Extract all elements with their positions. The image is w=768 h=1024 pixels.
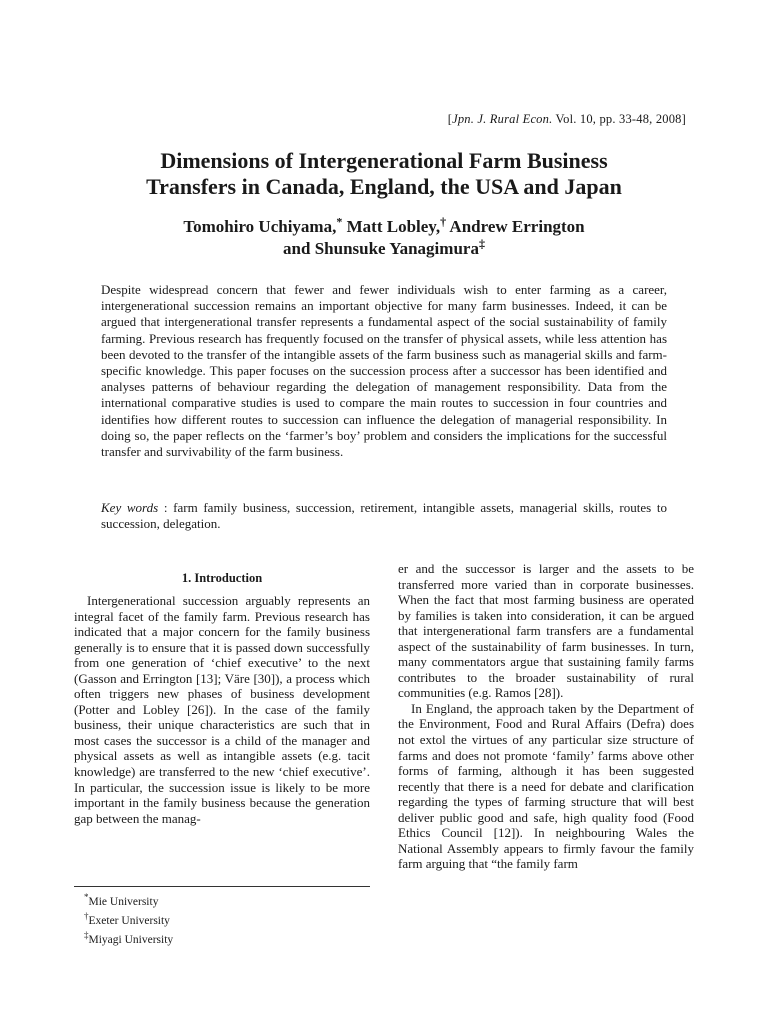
section-heading-introduction: 1. Introduction: [181, 571, 263, 585]
footnote-mark: ‡: [84, 929, 89, 940]
journal-citation: [448, 112, 686, 127]
footnote-mark: *: [84, 892, 89, 902]
author-list: [0, 216, 768, 260]
authors-line-1: [0, 216, 768, 238]
footnote-divider: [74, 886, 370, 887]
abstract-text: Despite widespread concern that fewer and fewer individuals wish to enter farming as a career, intergenerational succession remains an important objective for many farm businesses. Indeed, it can be argued that intergenerational transfer represents a fundamental aspect of the social sustainability of family farming. Previous research has frequently focused on the transfer of physical assets, while less attention has been devoted to the transfer of the intangible assets of the farm business such as managerial skills and farm-specific knowledge. This paper focuses on the succession process after a successor has been identified and analyses patterns of behaviour regarding the delegation of management responsibility. Data from the international comparative studies is used to compare the main routes to succession in four countries and identifies how different routes to succession can influence the delegation of managerial responsibility. In doing so, the paper reflects on the ‘farmer’s boy’ problem and considers the implications for the successful transfer and survivability of the farm business.: [101, 282, 667, 460]
author-uchiyama: Tomohiro Uchiyama,: [183, 217, 337, 236]
keywords-separator: :: [158, 500, 174, 515]
abstract: [101, 282, 667, 460]
title-line-2: Transfers in Canada, England, the USA and Japan: [146, 174, 622, 199]
keywords-text: farm family business, succession, retirement, intangible assets, managerial skills, routes to succession, delegation.: [101, 500, 667, 532]
paragraph: er and the successor is larger and the assets to be transferred more varied than in corporate businesses. When the fact that most farming business are operated by families is taken into consideration, it can be argued that intergenerational farm transfers are a fundamental aspect of the sustainability of farm businesses. In turn, many commentators argue that sustaining family farms contributes to the broader sustainability of rural communities (e.g. Ramos [28]).: [398, 561, 694, 701]
paragraph: Intergenerational succession arguably represents an integral facet of the family farm. Previous research has indicated that a major concern for the family business generally is to ensure that it is passed down successfully from one generation of ‘chief executive’ to the next (Gasson and Errington [13]; Väre [30]), a process which often triggers new phases of business development (Potter and Lobley [26]). In the case of the family business, their unique characteristics are such that in most cases the successor is a child of the manager and physical assets as well as intangible assets (e.g. tacit knowledge) are transferred to the new ‘chief executive’. In particular, the succession issue is likely to be more important in the family business because the generation gap between the manag-: [74, 593, 370, 826]
author-lobley: Matt Lobley,: [342, 217, 441, 236]
citation-open-bracket: [: [447, 112, 453, 126]
author-affiliation-mark: *: [336, 214, 343, 229]
keywords-label: Key words: [101, 500, 159, 515]
footnote-item: [84, 928, 173, 947]
footnote-text: Miyagi University: [88, 933, 174, 946]
author-affiliation-mark: †: [440, 214, 447, 229]
author-affiliation-mark: ‡: [478, 236, 485, 251]
journal-name: Jpn. J. Rural Econ.: [452, 112, 553, 126]
footnote-text: Mie University: [88, 895, 159, 908]
footnote-item: [84, 909, 173, 928]
footnotes: [84, 890, 173, 946]
author-errington: Andrew Errington: [446, 217, 585, 236]
paragraph: In England, the approach taken by the Department of the Environment, Food and Rural Affairs (Defra) does not extol the virtues of any particular size structure of farms and does not promote ‘family’ farms above other forms of farming, although it has been suggested recently that there is a need for debate and clarification regarding the types of farming structure that will best deliver public good and safe, high quality food (Food Ethics Council [12]). In neighbouring Wales the National Assembly appears to firmly favour the family farm arguing that “the family farm: [398, 700, 694, 872]
footnote-text: Exeter University: [88, 914, 170, 927]
keywords: [101, 500, 667, 532]
footnote-item: [84, 890, 173, 909]
paper-title: [0, 148, 768, 200]
author-yanagimura: and Shunsuke Yanagimura: [283, 239, 479, 258]
body-column-left: [74, 593, 370, 826]
title-line-1: Dimensions of Intergenerational Farm Business: [160, 148, 608, 173]
citation-volume-pages: Vol. 10, pp. 33-48, 2008]: [552, 112, 686, 126]
authors-line-2: [0, 238, 768, 260]
footnote-mark: †: [84, 910, 89, 921]
body-column-right: [398, 561, 694, 872]
